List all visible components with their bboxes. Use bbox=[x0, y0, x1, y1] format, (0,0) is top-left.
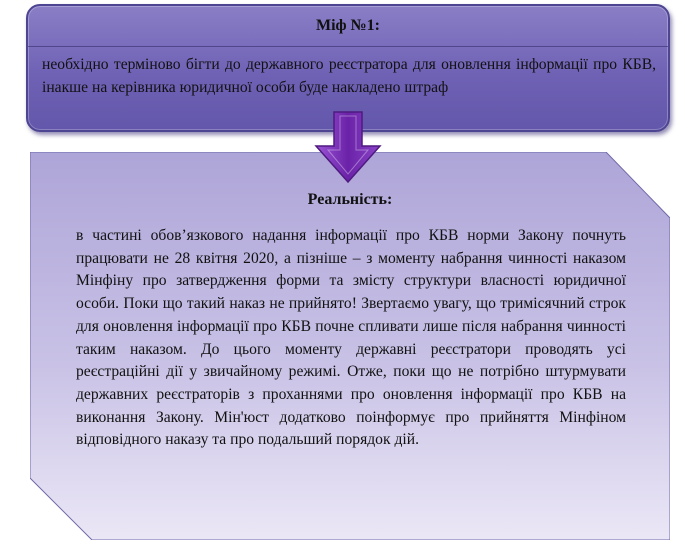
reality-text: в частині обов’язкового надання інформації про КБВ норми Закону почнуть працювати не 28 квітня 2020, а пізніше – з моменту набрання чинності наказом Мінфіну про затвердження форми та змісту структури власності юридичної особи. Поки що такий наказ не прийнято! Звертаємо увагу, що тримісячний строк для оновлення інформації про КБВ почне спливати лише після набрання чинності таким наказом. До цього моменту державні реєстратори проводять усі реєстраційні дії у звичайному режимі. Отже, поки що не потрібно штурмувати державних реєстраторів з проханнями про оновлення інформації про КБВ на виконання Закону. Мін'юст додатково поінформує про прийняття Мінфіном відповідного наказу та про подальший порядок дій. bbox=[76, 227, 626, 449]
reality-title: Реальність: bbox=[307, 191, 393, 208]
myth-title: Міф №1: bbox=[315, 17, 381, 34]
down-arrow-icon bbox=[310, 110, 386, 186]
myth-text: необхідно терміново бігти до державного реєстратора для оновлення інформації про КБВ, інакше на керівника юридичної особи буде накладено штраф bbox=[42, 56, 656, 96]
